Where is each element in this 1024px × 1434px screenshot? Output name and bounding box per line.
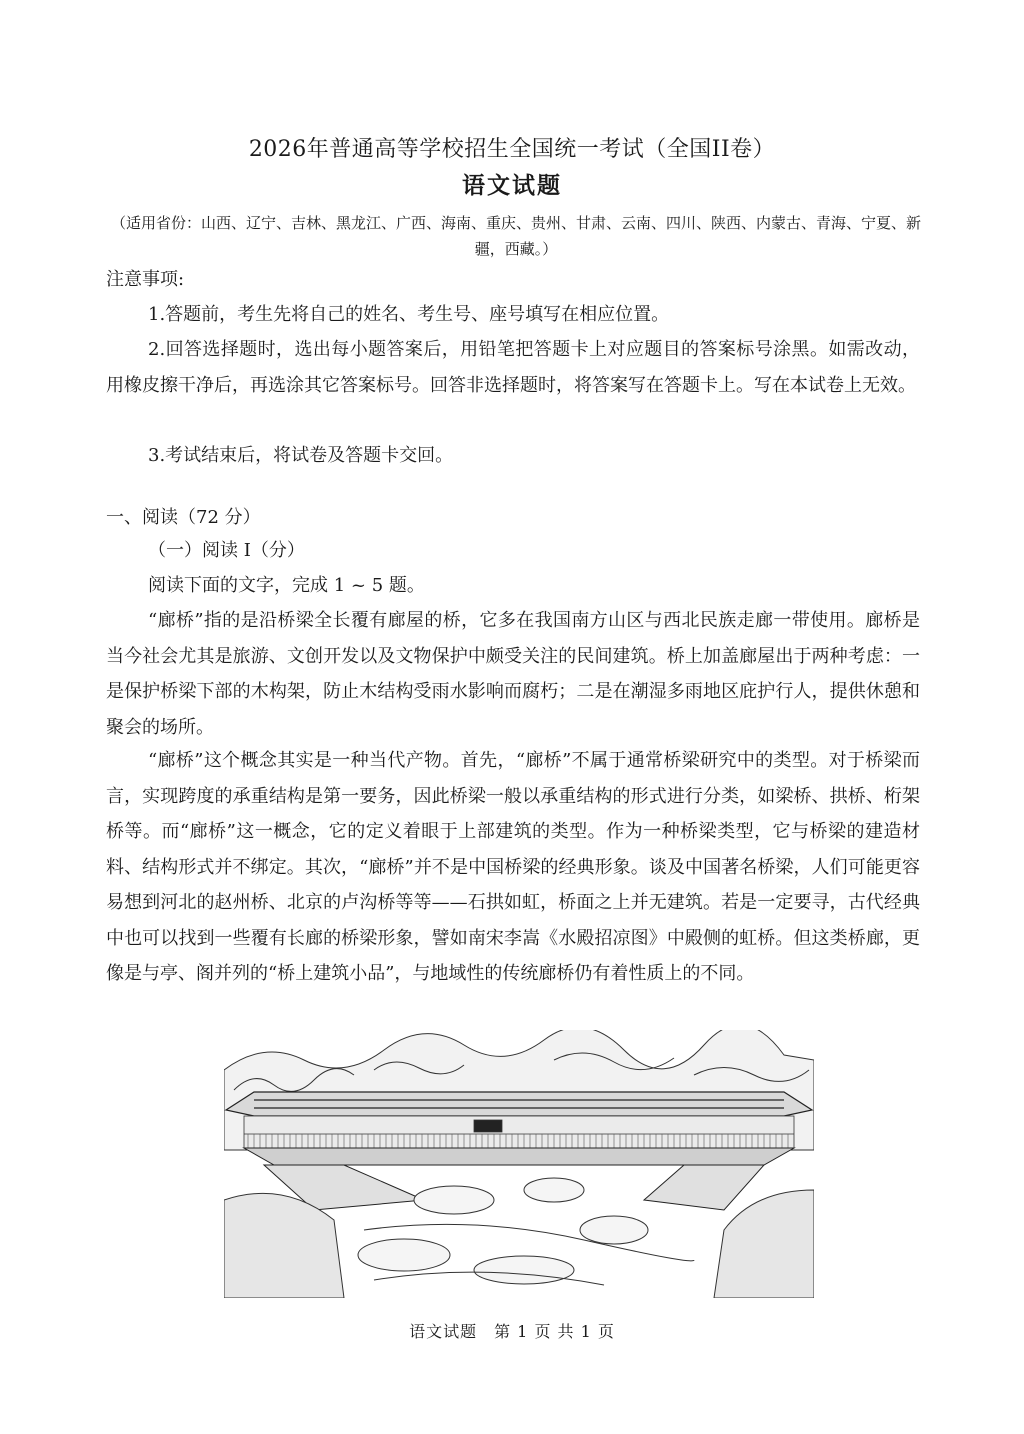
passage-paragraph-1: “廊桥”指的是沿桥梁全长覆有廊屋的桥，它多在我国南方山区与西北民族走廊一带使用。廊桥是当今社会尤其是旅游、文创开发以及文物保护中颇受关注的民间建筑。桥上加盖廊屋出于两种考虑：一是保护桥梁下部的木构架，防止木结构受雨水影响而腐朽；二是在潮湿多雨地区庇护行人，提供休憩和聚会的场所。	[106, 610, 920, 738]
passage-paragraph-2: “廊桥”这个概念其实是一种当代产物。首先，“廊桥”不属于通常桥梁研究中的类型。对于桥梁而言，实现跨度的承重结构是第一要务，因此桥梁一般以承重结构的形式进行分类，如梁桥、拱桥、桁架桥等。而“廊桥”这一概念，它的定义着眼于上部建筑的类型。作为一种桥梁类型，它与桥梁的建造材料、结构形式并不绑定。其次，“廊桥”并不是中国桥梁的经典形象。谈及中国著名桥梁，人们可能更容易想到河北的赵州桥、北京的卢沟桥等等——石拱如虹，桥面之上并无建筑。若是一定要寻，古代经典中也可以找到一些覆有长廊的桥梁形象，譬如南宋李嵩《水殿招凉图》中殿侧的虹桥。但这类桥廊，更像是与亭、阁并列的“桥上建筑小品”，与地域性的传统廊桥仍有着性质上的不同。	[106, 750, 920, 984]
bridge-deck	[244, 1148, 794, 1210]
exam-title: 2026年普通高等学校招生全国统一考试（全国II卷）	[248, 137, 776, 162]
exam-subject: 语文试题	[462, 172, 562, 199]
page-footer: 语文试题 第 1 页 共 1 页	[409, 1322, 615, 1341]
reading-instruction: 阅读下面的文字，完成 1 ~ 5 题。	[148, 575, 425, 596]
notice-item-3: 3.考试结束后，将试卷及答题卡交回。	[148, 445, 454, 466]
bridge-gallery	[244, 1116, 794, 1148]
notice-item-2: 2.回答选择题时，选出每小题答案后，用铅笔把答题卡上对应题目的答案标号涂黑。如需改动，用橡皮擦干净后，再选涂其它答案标号。回答非选择题时，将答案写在答题卡上。写在本试卷上无效。	[106, 339, 920, 396]
covered-bridge-illustration	[224, 1030, 814, 1298]
section-heading: 一、阅读（72 分）	[106, 507, 261, 528]
notice-heading: 注意事项:	[106, 269, 185, 290]
notice-item-1: 1.答题前，考生先将自己的姓名、考生号、座号填写在相应位置。	[148, 304, 670, 325]
subsection-heading: （一）阅读 I（分）	[148, 540, 305, 561]
applicable-provinces: （适用省份：山西、辽宁、吉林、黑龙江、广西、海南、重庆、贵州、甘肃、云南、四川、陕西、内蒙古、青海、宁夏、新疆，西藏。）	[110, 214, 921, 258]
bridge-roof	[226, 1092, 812, 1116]
